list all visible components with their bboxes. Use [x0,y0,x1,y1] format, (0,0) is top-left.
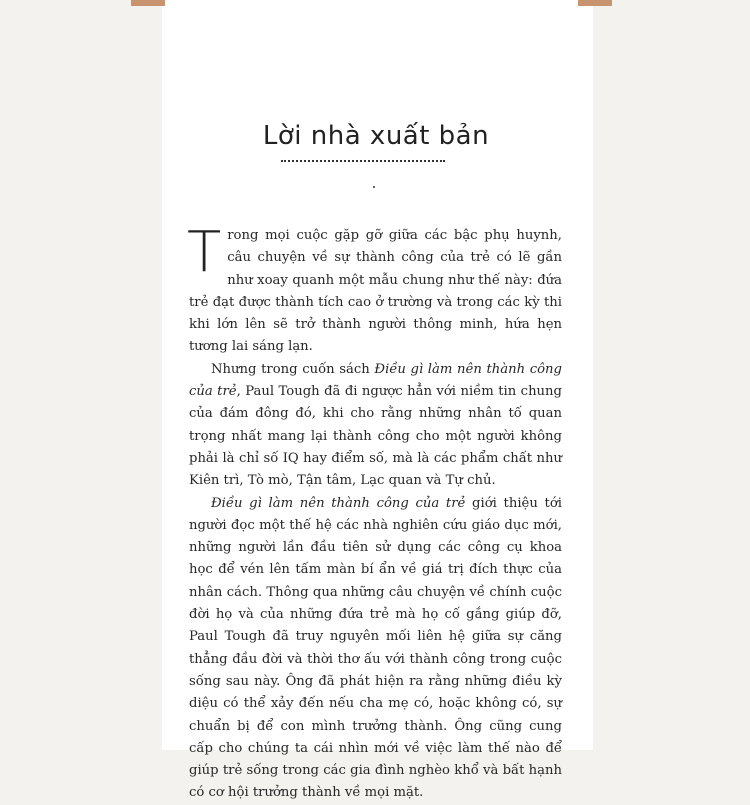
paragraph-3-text: giới thiệu tới người đọc một thế hệ các nhà nghiên cứu giáo dục mới, những người lần đầu tiên sử dụng các công cụ khoa học để vén lên tấm màn bí ẩn về giá trị đích thực của nhân cách. Thông qua những câu chuyện về chính cuộc đời họ và của những đứa trẻ mà họ cố gắng giúp đỡ, Paul Tough đã truy nguyên mối liên hệ giữa sự căng thẳng đầu đời và thời thơ ấu với thành công trong cuộc sống sau này. Ông đã phát hiện ra rằng những điều kỳ diệu có thể xảy đến nếu cha mẹ có, hoặc không có, sự chuẩn bị để con mình trưởng thành. Ông cũng cung cấp cho chúng ta cái nhìn mới về việc làm thế nào để giúp trẻ sống trong các gia đình nghèo khổ và bất hạnh có cơ hội trưởng thành về mọi mặt. [189,495,562,801]
page-corner-tab-right [578,0,612,6]
paragraph-2 [189,359,562,493]
paragraph-2-text-b: , Paul Tough đã đi ngược hẳn với niềm tin chung của đám đông đó, khi cho rằng những nhân tố quan trọng nhất mang lại thành công cho một người không phải là chỉ số IQ hay điểm số, mà là các phẩm chất như Kiên trì, Tò mò, Tận tâm, Lạc quan và Tự chủ. [189,384,562,489]
ornament-dot [373,186,375,188]
paragraph-2-text-a: Nhưng trong cuốn sách [211,361,375,377]
paragraph-1 [187,220,562,359]
drop-cap: T [187,220,222,285]
body-text [187,220,562,805]
book-title-italic: Điều gì làm nên thành công của trẻ [211,495,466,511]
paragraph-3 [189,493,562,805]
paragraph-1-text: rong mọi cuộc gặp gỡ giữa các bậc phụ huynh, câu chuyện về sự thành công của trẻ có lẽ gần như xoay quanh một mẫu chung như thế này: đứa trẻ đạt được thành tích cao ở trường và trong các kỳ thi khi lớn lên sẽ trở thành người thông minh, hứa hẹn tương lai sáng lạn. [189,228,562,355]
book-title-italic: Điều gì làm nên thành công của trẻ [189,361,562,400]
chapter-heading: Lời nhà xuất bản [262,121,490,151]
page-corner-tab-left [131,0,165,6]
heading-dotted-underline [281,160,445,162]
